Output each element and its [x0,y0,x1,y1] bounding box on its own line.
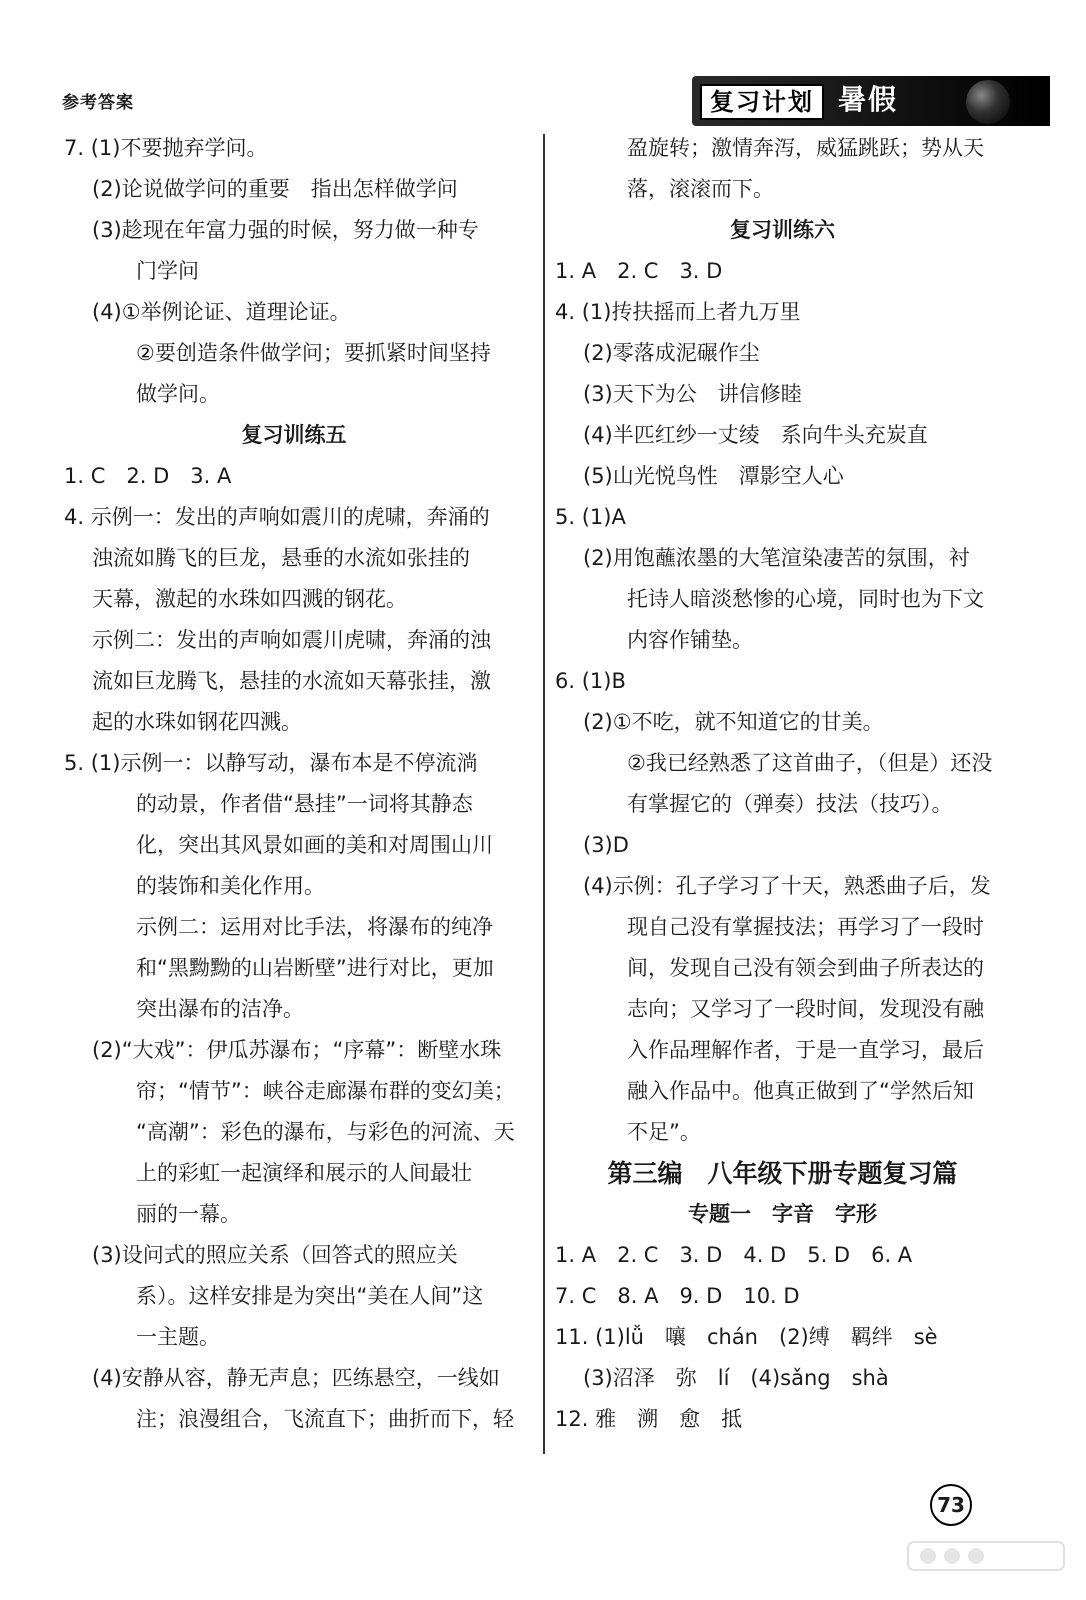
answer-line: (4)示例：孔子学习了十天，熟悉曲子后，发 [583,874,991,898]
answer-line: 1. A 2. C 3. D [555,259,723,283]
answer-line: (5)山光悦鸟性 潭影空人心 [583,464,844,488]
answer-line: 7. C 8. A 9. D 10. D [555,1284,800,1308]
answer-line: 一主题。 [136,1325,220,1349]
answer-line: 11. (1)lǚ 嚷 chán (2)缚 羁绊 sè [555,1325,938,1349]
answer-line: 帘；“情节”：峡谷走廊瀑布群的变幻美； [136,1079,515,1103]
answer-line: 突出瀑布的洁净。 [136,997,304,1021]
answer-line: 起的水珠如钢花四溅。 [92,710,302,734]
answer-line: 内容作铺垫。 [627,628,753,652]
right-column [555,128,1010,1440]
answer-line: (2)“大戏”：伊瓜苏瀑布；“序幕”：断壁水珠 [92,1038,502,1062]
answer-line: 1. A 2. C 3. D 4. D 5. D 6. A [555,1243,913,1267]
answer-line: 4. 示例一：发出的声响如震川的虎啸，奔涌的 [64,505,490,529]
answer-line: 有掌握它的（弹奏）技法（技巧）。 [627,792,953,816]
answer-line: 不足”。 [627,1120,701,1144]
title-banner [692,76,1050,126]
answer-line: 12. 雅 溯 愈 抵 [555,1407,743,1431]
answer-line: 丽的一幕。 [136,1202,241,1226]
answer-line: 间，发现自己没有领会到曲子所表达的 [627,956,984,980]
answer-line: (2)用饱蘸浓墨的大笔渲染凄苦的氛围，衬 [583,546,970,570]
section-heading: 复习训练五 [241,423,347,447]
answer-line: 的装饰和美化作用。 [136,874,325,898]
banner-suffix: 暑假 [838,83,899,116]
answer-line: 现自己没有掌握技法；再学习了一段时 [627,915,984,939]
header-label: 参考答案 [62,93,134,113]
answer-line: (3)趁现在年富力强的时候，努力做一种专 [92,218,479,242]
answer-line: 托诗人暗淡愁惨的心境，同时也为下文 [627,587,984,611]
answer-line: ②我已经熟悉了这首曲子，（但是）还没 [627,751,993,775]
answer-line: (3)沼泽 弥 lí (4)sǎng shà [583,1366,889,1390]
answer-line: (3)D [583,833,629,857]
answer-line: (2)论说做学问的重要 指出怎样做学问 [92,177,458,201]
answer-line: 化，突出其风景如画的美和对周围山川 [136,833,493,857]
answer-line: “高潮”：彩色的瀑布，与彩色的河流、天 [136,1120,515,1144]
answer-line: 7. (1)不要抛弃学问。 [64,136,268,160]
answer-line: (3)设问式的照应关系（回答式的照应关 [92,1243,458,1267]
answer-line: 盈旋转；激情奔泻，威猛跳跃；势从天 [627,136,984,160]
answer-line: ②要创造条件做学问；要抓紧时间坚持 [136,341,491,365]
answer-line: 融入作品中。他真正做到了“学然后知 [627,1079,974,1103]
answer-line: 示例二：运用对比手法，将瀑布的纯净 [136,915,493,939]
answer-line: 4. (1)抟扶摇而上者九万里 [555,300,801,324]
answer-line: 6. (1)B [555,669,626,693]
answer-line: 做学问。 [136,382,220,406]
answer-line: (2)零落成泥碾作尘 [583,341,760,365]
apple-icon [966,80,1010,124]
answer-line: 落，滚滚而下。 [627,177,774,201]
section-heading: 复习训练六 [730,218,835,242]
banner-main: 复习计划 [700,84,824,120]
answer-line: 的动景，作者借“悬挂”一词将其静态 [136,792,473,816]
answer-line: 上的彩虹一起演绎和展示的人间最壮 [136,1161,472,1185]
answer-line: 1. C 2. D 3. A [64,464,232,488]
answer-line: 示例二：发出的声响如震川虎啸，奔涌的浊 [92,628,491,652]
left-column [64,128,524,1440]
answer-line: (4)安静从容，静无声息；匹练悬空，一线如 [92,1366,500,1390]
answer-line: (2)①不吃，就不知道它的甘美。 [583,710,884,734]
answer-line: 注；浪漫组合，飞流直下；曲折而下，轻 [136,1407,514,1431]
answer-line: 系）。这样安排是为突出“美在人间”这 [136,1284,484,1308]
answer-line: 志向；又学习了一段时间，发现没有融 [627,997,984,1021]
answer-line: 5. (1)A [555,505,626,529]
answer-line: 门学问 [136,259,199,283]
section-heading: 专题一 字音 字形 [688,1202,877,1226]
answer-line: 入作品理解作者，于是一直学习，最后 [627,1038,984,1062]
answer-line: 和“黑黝黝的山岩断壁”进行对比，更加 [136,956,494,980]
answer-line: (3)天下为公 讲信修睦 [583,382,802,406]
answer-line: (4)半匹红纱一丈绫 系向牛头充炭直 [583,423,928,447]
answer-line: 浊流如腾飞的巨龙，悬垂的水流如张挂的 [92,546,470,570]
part-heading: 第三编 八年级下册专题复习篇 [607,1159,958,1188]
answer-line: 流如巨龙腾飞，悬挂的水流如天幕张挂，激 [92,669,491,693]
answer-line: (4)①举例论证、道理论证。 [92,300,351,324]
answer-line: 天幕，激起的水珠如四溅的钢花。 [92,587,407,611]
column-divider [543,134,545,1454]
page-number: 73 [930,1484,972,1526]
answer-line: 5. (1)示例一：以静写动，瀑布本是不停流淌 [64,751,478,775]
watermark-logo-icon [906,1536,1066,1576]
